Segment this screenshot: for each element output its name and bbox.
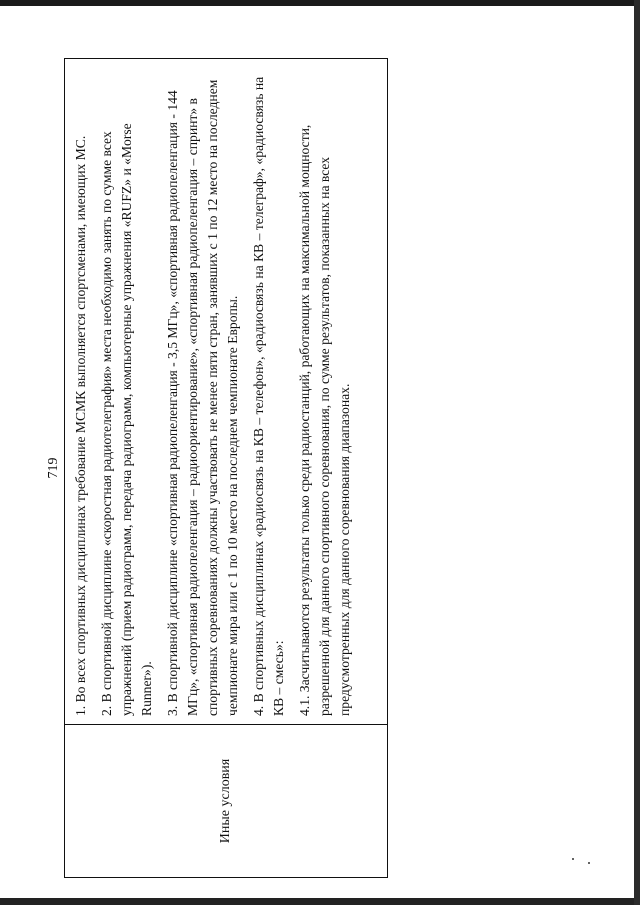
scan-right-border <box>634 0 640 905</box>
table-label-cell <box>65 724 387 877</box>
scan-top-border <box>0 0 640 6</box>
rotated-document-page <box>46 58 606 878</box>
conditions-table <box>64 58 388 878</box>
scan-bottom-border <box>0 898 640 905</box>
table-label: Иные условия <box>218 758 233 844</box>
condition-paragraph-1: 1. Во всех спортивных дисциплинах требование МСМК выполняется спортсменами, имеющих МС. <box>73 135 88 716</box>
condition-paragraph-4-1: 4.1. Засчитываются результаты только среди радиостанций, работающих на максимальной мощности, разрешенной для данного спортивного соревнования, по сумме результатов, показанных на всех предусмотренных для данного соревнования диапазонах. <box>297 124 352 716</box>
condition-paragraph-3: 3. В спортивной дисциплине «спортивная радиопеленгация - 3,5 МГц», «спортивная радиопеленгация - 144 МГц», «спортивная радиопеленгация – радиоориентирование», «спортивная радиопеленгация – спринт» в спортивных соревнованиях должны участвовать не менее пяти стран, занявших с 1 по 12 место на последнем чемпионате мира или с 1 по 10 место на последнем чемпионате Европы. <box>165 79 240 716</box>
condition-paragraph-2: 2. В спортивной дисциплине «скоростная радиотелеграфия» места необходимо занять по сумме всех упражнений (прием радиограмм, передача радиограмм, компьютерные упражнения «RUFZ» и «Morse Runner»). <box>99 123 154 716</box>
table-content-cell <box>65 59 387 724</box>
page-number: 719 <box>46 457 61 479</box>
condition-paragraph-4: 4. В спортивных дисциплинах «радиосвязь на КВ – телефон», «радиосвязь на КВ – телеграф», «радиосвязь на КВ – смесь»: <box>251 76 286 716</box>
